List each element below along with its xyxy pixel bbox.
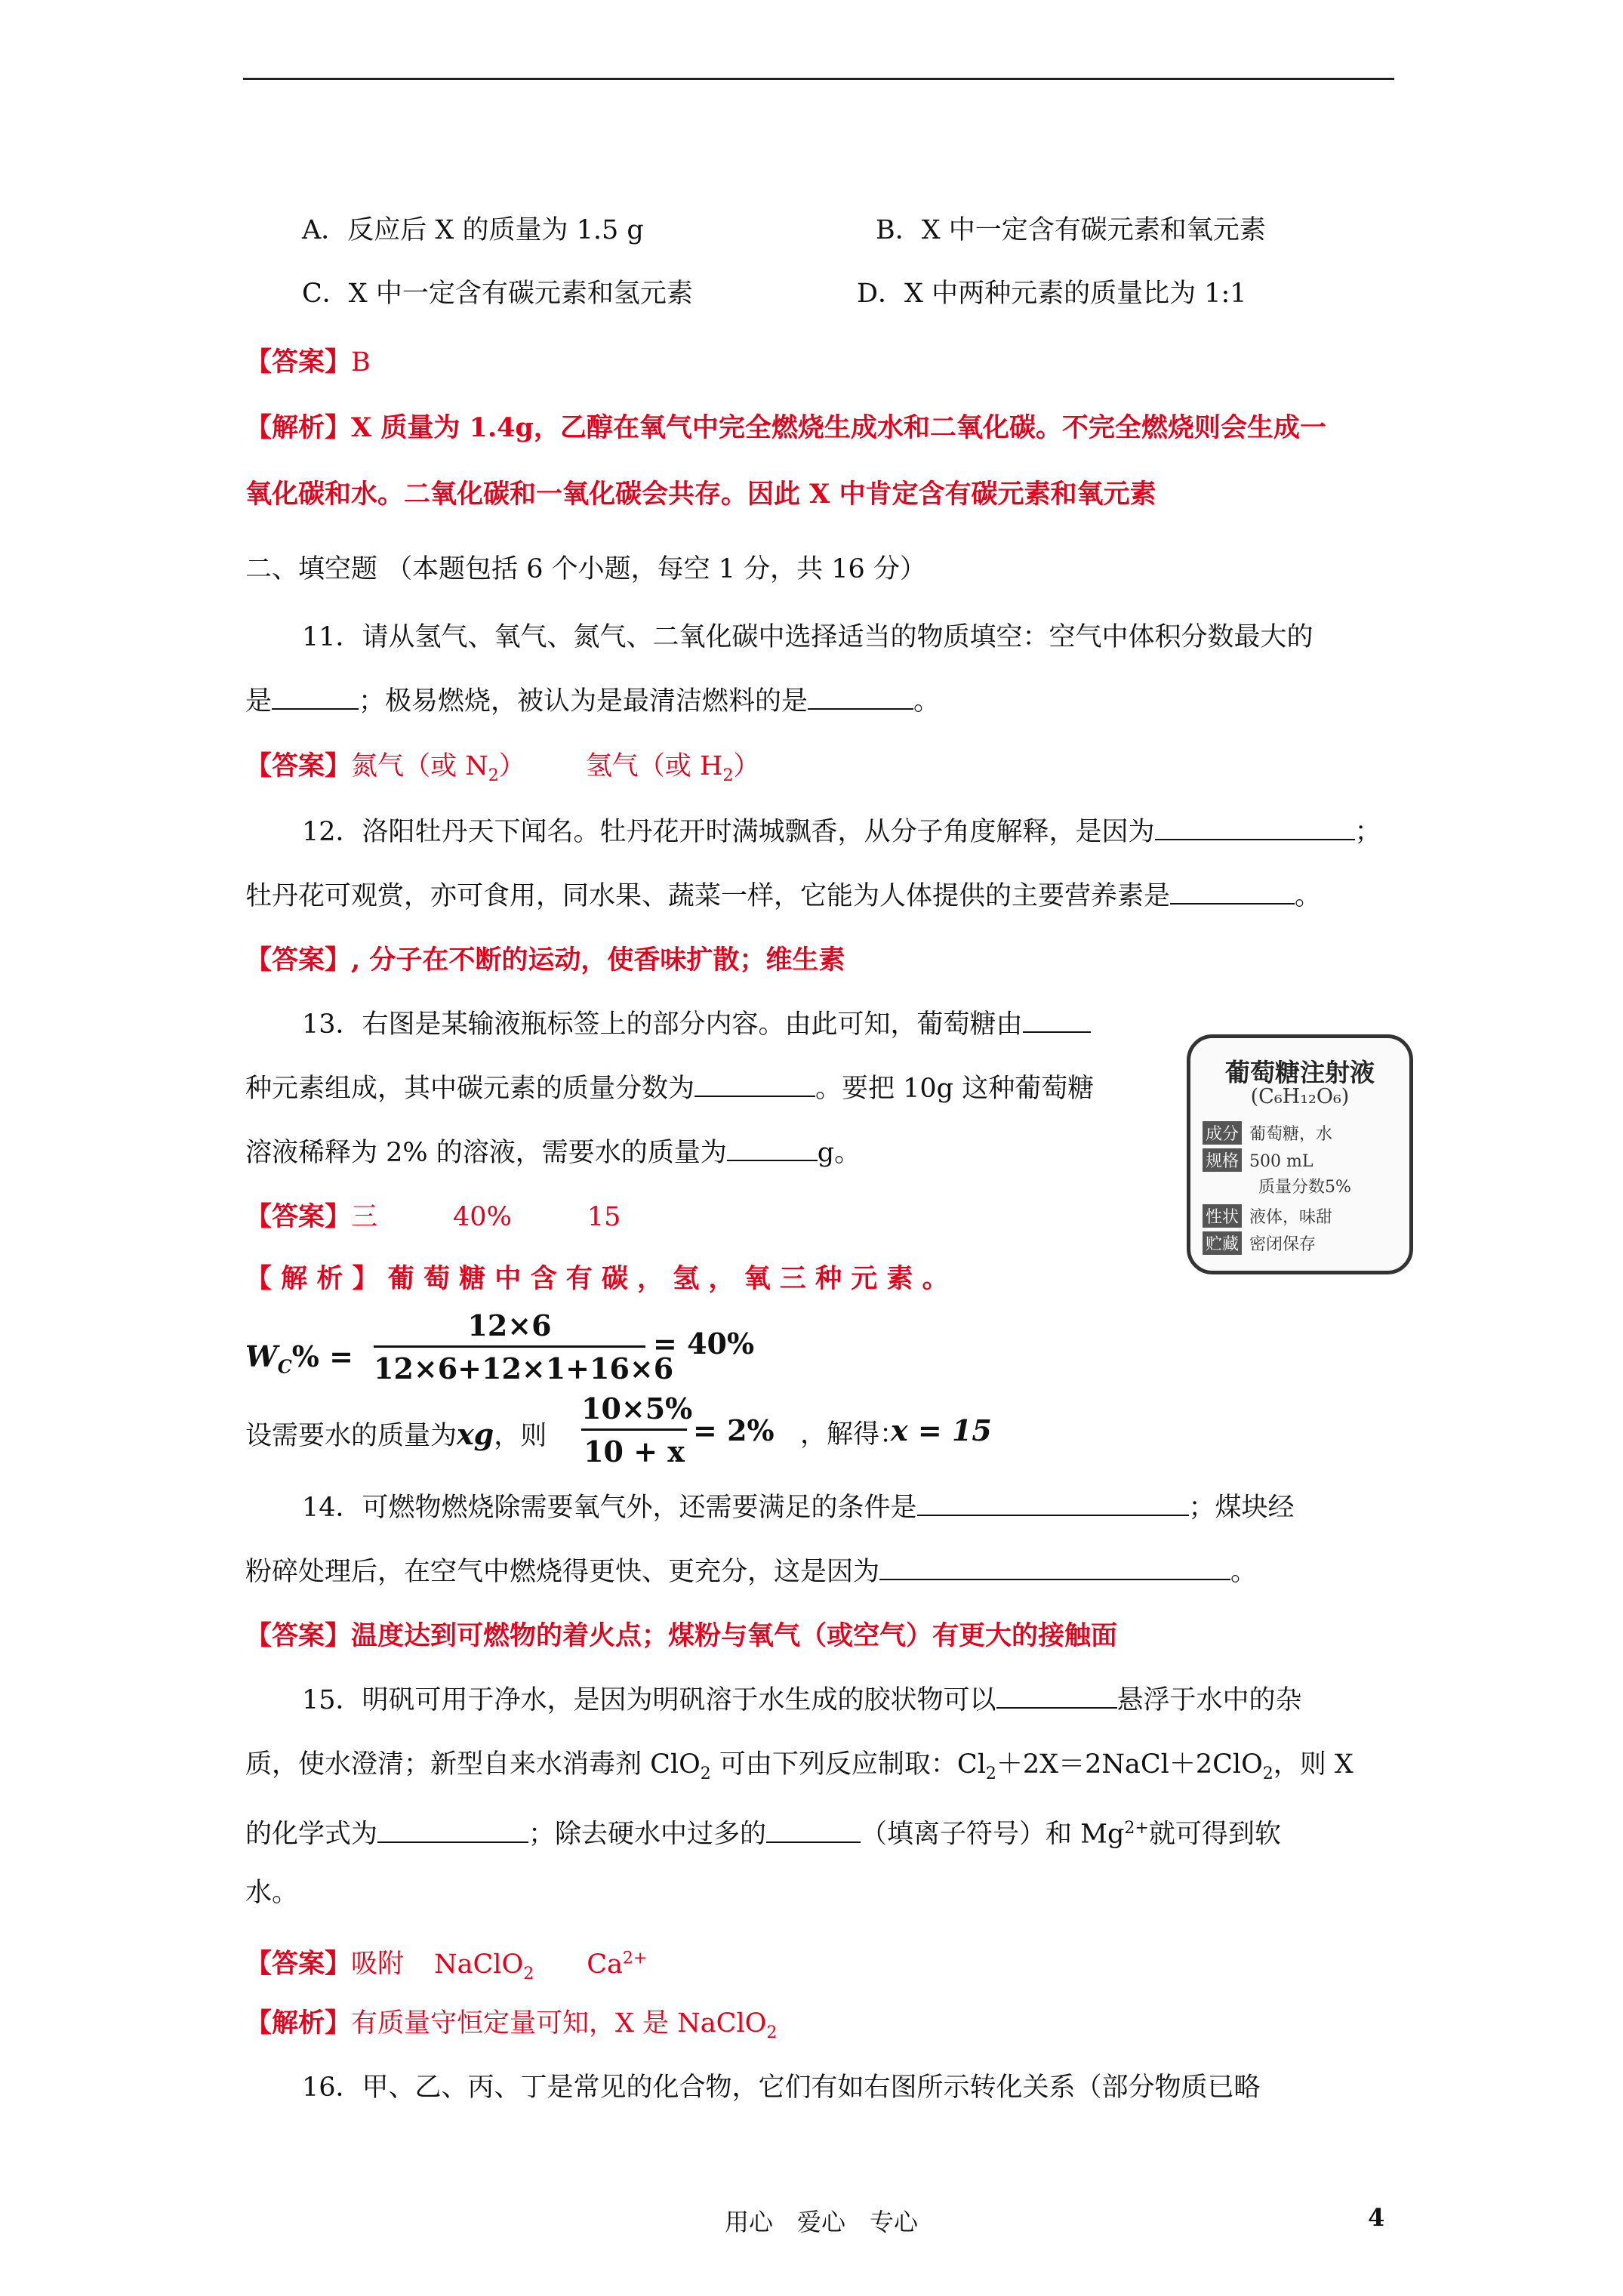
analysis-label: 【解析】 (245, 2008, 352, 2039)
q13-text-2b: 。要把 10g 这种葡萄糖 (815, 1074, 1095, 1104)
answer-label: 【答案】 (245, 1948, 352, 1980)
eq2-rhs: = 2% (693, 1413, 775, 1447)
answer-label: 【答案】 (245, 347, 352, 378)
label-row: 规格 500 mL (1203, 1148, 1313, 1172)
q12-line1 (302, 815, 1381, 849)
label-row: 贮藏 密闭保存 (1203, 1231, 1316, 1255)
section-heading: 二、填空题 （本题包括 6 个小题，每空 1 分，共 16 分） (245, 554, 926, 584)
q14-line1 (302, 1491, 1295, 1524)
q14-answer (245, 1620, 1117, 1653)
q12-answer-text: , 分子在不断的运动，使香味扩散；维生素 (351, 945, 845, 975)
q15-answer-1: 吸附 (351, 1949, 405, 1980)
q11-blank-2[interactable] (808, 686, 913, 710)
q13-line2 (245, 1072, 1094, 1105)
header-rule (243, 78, 1394, 80)
answer-label: 【答案】 (245, 1201, 352, 1232)
q12-text-1: 12．洛阳牡丹天下闻名。牡丹花开时满城飘香，从分子角度解释，是因为 (302, 817, 1155, 847)
answer-label: 【答案】 (245, 1620, 352, 1651)
q12-blank-2[interactable] (1170, 880, 1295, 905)
q12-line2 (245, 880, 1321, 913)
option-d: D．X 中两种元素的质量比为 1:1 (857, 279, 1247, 309)
label-title: 葡萄糖注射液 (1225, 1058, 1375, 1087)
q15-line1 (302, 1684, 1302, 1717)
q13-line1 (302, 1008, 1091, 1041)
q13-blank-2[interactable] (694, 1073, 815, 1097)
formula-numerator: 12×6 (467, 1308, 552, 1342)
answer-label: 【答案】 (245, 945, 352, 975)
eq2-numerator: 10×5% (581, 1391, 693, 1425)
q15-blank-3[interactable] (766, 1819, 861, 1843)
q13-blank-3[interactable] (727, 1137, 818, 1161)
q14-text-1b: ；煤块经 (1188, 1493, 1295, 1523)
q13-text-1: 13．右图是某输液瓶标签上的部分内容。由此可知，葡萄糖由 (302, 1009, 1023, 1040)
q14-text-2a: 粉碎处理后，在空气中燃烧得更快、更充分，这是因为 (245, 1557, 880, 1587)
q14-text-2b: 。 (1230, 1557, 1258, 1587)
q11-answer-b: 氢气（或 $H_2$） (585, 751, 760, 785)
footer-motto: 用心 爱心 专心 (725, 2208, 919, 2236)
q12-text-2: 牡丹花可观赏，亦可食用，同水果、蔬菜一样，它能为人体提供的主要营养素是 (245, 881, 1171, 911)
eq2-prefix: 设需要水的质量为xg，则 (245, 1417, 547, 1451)
q13-text-3b: g。 (817, 1138, 861, 1168)
answer-label: 【答案】 (245, 750, 352, 781)
q10-answer (245, 346, 371, 379)
q11-text-a: 是 (245, 686, 273, 717)
answer-value: B (351, 347, 371, 378)
label-row: 成分 葡萄糖，水 (1203, 1121, 1332, 1145)
label-row: 质量分数5% (1258, 1178, 1351, 1197)
q13-analysis: 【 解 析 】 葡 萄 糖 中 含 有 碳 ， 氢 ， 氧 三 种 元 素 。 (245, 1263, 949, 1294)
q11-answer-a: 氮气（或 $N_2$） (351, 751, 525, 785)
q11-text-b: ；极易燃烧，被认为是最清洁燃料的是 (359, 686, 808, 717)
page-number: 4 (1368, 2203, 1385, 2232)
q13-text-2a: 种元素组成，其中碳元素的质量分数为 (245, 1074, 695, 1104)
analysis-text: X 质量为 1.4g，乙醇在氧气中完全燃烧生成水和二氧化碳。不完全燃烧则会生成一 (351, 412, 1326, 443)
label-formula: (C₆H₁₂O₆) (1250, 1085, 1350, 1108)
q14-blank-2[interactable] (879, 1556, 1230, 1580)
q13-answer-2: 40% (453, 1202, 512, 1232)
option-a: A．反应后 X 的质量为 1.5 g (302, 215, 644, 245)
q15-answer-3: $Ca^{2+}$ (587, 1949, 648, 1980)
q14-answer-text: 温度达到可燃物的着火点；煤粉与氧气（或空气）有更大的接触面 (351, 1620, 1118, 1651)
q15-blank-1[interactable] (996, 1684, 1117, 1709)
q12-answer (245, 944, 845, 977)
q14-blank-1[interactable] (917, 1492, 1189, 1516)
q15-text-1b: 悬浮于水中的杂 (1116, 1685, 1302, 1715)
q15-line4: 水。 (245, 1878, 299, 1908)
q15-analysis: 【解析】有质量守恒定量可知，X 是 NaClO$_2$ (245, 2008, 778, 2042)
formula-lhs: $W_C\%$ = (245, 1339, 353, 1378)
q11-text-c: 。 (913, 686, 941, 717)
q12-blank-1[interactable] (1155, 816, 1355, 840)
q15-text-3a: 的化学式为 (245, 1819, 378, 1850)
q12-text-1-end: ； (1354, 817, 1381, 847)
eq2-bar (581, 1428, 687, 1431)
q14-text-1a: 14．可燃物燃烧除需要氧气外，还需要满足的条件是 (302, 1493, 917, 1523)
q11-line1: 11．请从氢气、氧气、氮气、二氧化碳中选择适当的物质填空：空气中体积分数最大的 (302, 622, 1313, 652)
q12-text-2-end: 。 (1295, 881, 1322, 911)
label-row: 性状 液体，味甜 (1203, 1204, 1332, 1228)
q13-answer-3: 15 (587, 1202, 621, 1232)
q11-answer (245, 750, 759, 793)
eq2-solve-text: ，解得： (800, 1419, 907, 1450)
q16-line1: 16．甲、乙、丙、丁是常见的化合物，它们有如右图所示转化关系（部分物质已略 (302, 2073, 1261, 2103)
q13-line3 (245, 1136, 861, 1170)
q11-line2 (245, 685, 940, 718)
q10-analysis-line1 (245, 411, 1326, 445)
q13-text-3a: 溶液稀释为 2% 的溶液，需要水的质量为 (245, 1138, 727, 1168)
q13-answer-1: 三 (351, 1202, 378, 1232)
q15-answer-2: NaClO$_2$ (434, 1949, 534, 1983)
q15-answer (245, 1942, 647, 1991)
q11-blank-1[interactable] (272, 686, 359, 710)
formula-denominator: 12×6+12×1+16×6 (374, 1351, 674, 1385)
q15-text-3b: ；除去硬水中过多的 (528, 1819, 767, 1850)
eq2-solution: x = 15 (891, 1413, 992, 1447)
formula-bar (374, 1345, 645, 1348)
q10-analysis-line2: 氧化碳和水。二氧化碳和一氧化碳会共存。因此 X 中肯定含有碳元素和氧元素 (245, 479, 1156, 510)
q13-blank-1[interactable] (1023, 1009, 1091, 1033)
eq2-denominator: 10 + x (584, 1435, 685, 1469)
q15-line3: 的化学式为 ；除去硬水中过多的 （填离子符号）和 $Mg^{2+}$就可得到软 (245, 1819, 1281, 1850)
q14-line2 (245, 1555, 1257, 1589)
formula-rhs: = 40% (653, 1327, 755, 1361)
q15-line2: 质，使水澄清；新型自来水消毒剂 ClO$_2$ 可由下列反应制取：$Cl_2+2X=2NaCl+2ClO_2$，则 X (245, 1749, 1354, 1783)
analysis-label: 【解析】 (245, 412, 352, 443)
q13-answer (245, 1200, 621, 1234)
q15-text-1a: 15．明矾可用于净水，是因为明矾溶于水生成的胶状物可以 (302, 1685, 996, 1715)
glucose-label-image (1187, 1034, 1413, 1274)
option-b: B．X 中一定含有碳元素和氧元素 (876, 215, 1266, 245)
option-c: C．X 中一定含有碳元素和氢元素 (302, 279, 693, 309)
q15-blank-2[interactable] (377, 1819, 528, 1843)
